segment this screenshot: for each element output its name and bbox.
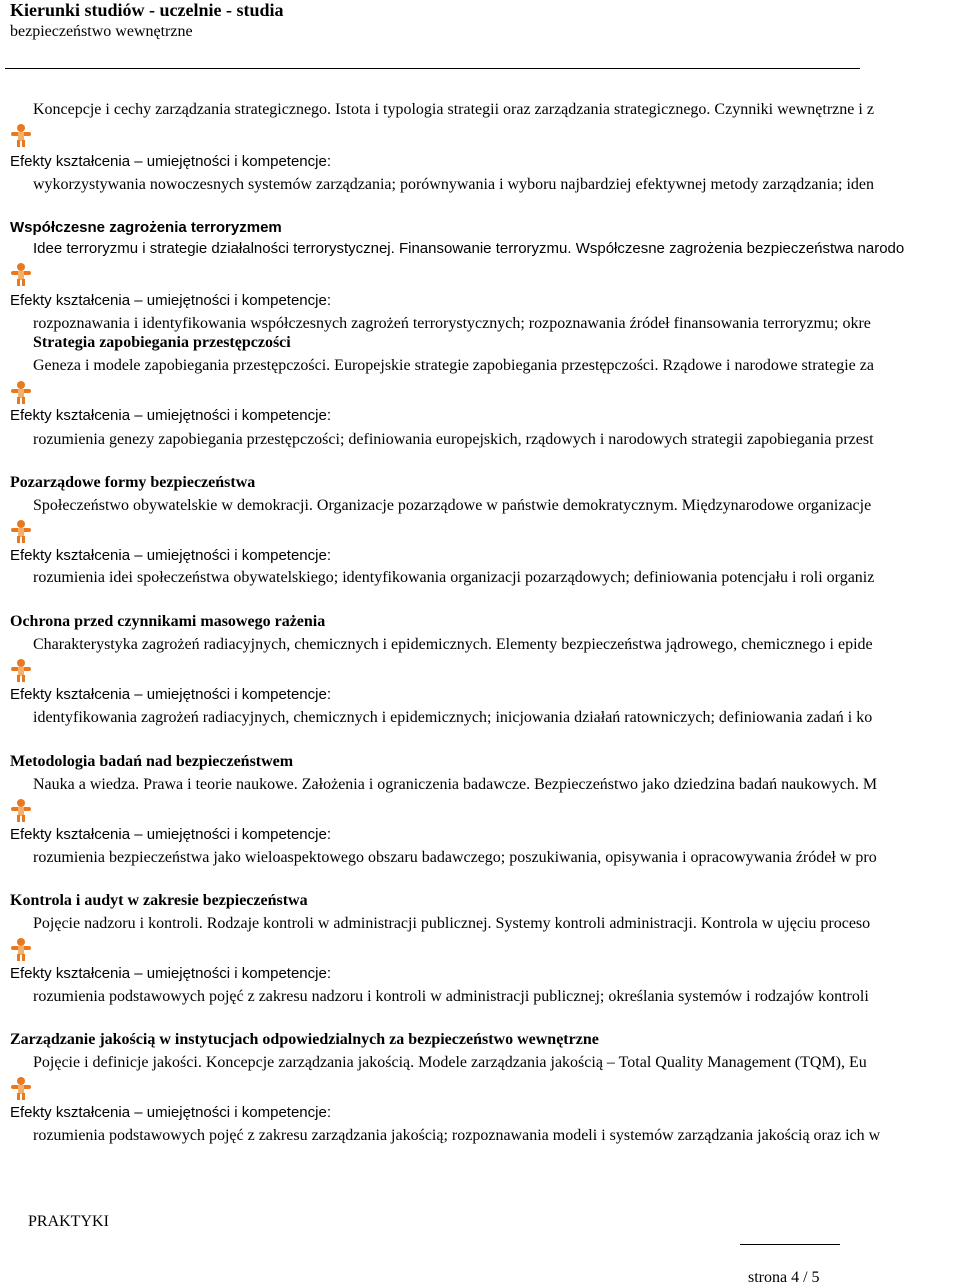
footer-divider — [740, 1244, 840, 1245]
outcomes-text: rozpoznawania i identyfikowania współczesnych zagrożeń terrorystycznych; rozpoznawania źródeł finansowania terroryzmu; okre — [33, 315, 871, 332]
subject-description: Koncepcje i cechy zarządzania strategicznego. Istota i typologia strategii oraz zarządzania strategicznego. Czynniki wewnętrzne i z — [33, 101, 874, 118]
person-figure-icon — [8, 519, 34, 543]
outcomes-text: rozumienia podstawowych pojęć z zakresu zarządzania jakością; rozpoznawania modeli i systemów zarządzania jakością oraz ich w — [33, 1127, 881, 1144]
subject-description: Pojęcie nadzoru i kontroli. Rodzaje kontroli w administracji publicznej. Systemy kontroli administracji. Kontrola w ujęciu proceso — [33, 915, 871, 932]
person-figure-icon — [8, 1076, 34, 1100]
outcomes-text: wykorzystywania nowoczesnych systemów zarządzania; porównywania i wyboru najbardziej efektywnej metody zarządzania; iden — [33, 176, 875, 193]
outcomes-text: identyfikowania zagrożeń radiacyjnych, chemicznych i epidemicznych; inicjowania działań ratowniczych; definiowania zadań i ko — [33, 709, 873, 726]
outcomes-text: rozumienia podstawowych pojęć z zakresu nadzoru i kontroli w administracji publicznej; określania systemów i rodzajów kontroli — [33, 988, 869, 1005]
person-figure-icon — [8, 380, 34, 404]
subject-description: Geneza i modele zapobiegania przestępczości. Europejskie strategie zapobiegania przestępczości. Rządowe i narodowe strategie za — [33, 357, 874, 374]
outcomes-label: Efekty kształcenia – umiejętności i kompetencje: — [10, 407, 331, 424]
person-figure-icon — [8, 798, 34, 822]
subject-title: Pozarządowe formy bezpieczeństwa — [10, 474, 256, 491]
outcomes-text: rozumienia genezy zapobiegania przestępczości; definiowania europejskich, rządowych i narodowych strategii zapobiegania przest — [33, 431, 874, 448]
subject-description: Społeczeństwo obywatelskie w demokracji. Organizacje pozarządowe w państwie demokratycznym. Międzynarodowe organizacje — [33, 497, 872, 514]
subject-title: Strategia zapobiegania przestępczości — [33, 334, 291, 351]
subject-title: Współczesne zagrożenia terroryzmem — [10, 219, 282, 236]
outcomes-label: Efekty kształcenia – umiejętności i kompetencje: — [10, 1104, 331, 1121]
person-figure-icon — [8, 658, 34, 682]
subject-title: Zarządzanie jakością w instytucjach odpowiedzialnych za bezpieczeństwo wewnętrzne — [10, 1031, 599, 1048]
outcomes-label: Efekty kształcenia – umiejętności i kompetencje: — [10, 686, 331, 703]
subject-title: Metodologia badań nad bezpieczeństwem — [10, 753, 294, 770]
outcomes-text: rozumienia bezpieczeństwa jako wieloaspektowego obszaru badawczego; poszukiwania, opisywania i opracowywania źródeł w pro — [33, 849, 877, 866]
subject-description: Pojęcie i definicje jakości. Koncepcje zarządzania jakością. Modele zarządzania jakością – Total Quality Management (TQM), Eu — [33, 1054, 867, 1071]
subject-title: Ochrona przed czynnikami masowego rażenia — [10, 613, 326, 630]
person-figure-icon — [8, 123, 34, 147]
page-number: strona 4 / 5 — [748, 1269, 820, 1286]
subject-description: Charakterystyka zagrożeń radiacyjnych, chemicznych i epidemicznych. Elementy bezpieczeństwa jądrowego, chemicznego i epide — [33, 636, 873, 653]
person-figure-icon — [8, 262, 34, 286]
outcomes-text: rozumienia idei społeczeństwa obywatelskiego; identyfikowania organizacji pozarządowych; definiowania potencjału i roli organiz — [33, 569, 875, 586]
outcomes-label: Efekty kształcenia – umiejętności i kompetencje: — [10, 826, 331, 843]
subject-description: Idee terroryzmu i strategie działalności terrorystycznej. Finansowanie terroryzmu. Współczesne zagrożenia bezpieczeństwa narodo — [33, 240, 905, 257]
section-heading-praktyki: PRAKTYKI — [28, 1213, 109, 1230]
page-subtitle: bezpieczeństwo wewnętrzne — [10, 23, 193, 40]
outcomes-label: Efekty kształcenia – umiejętności i kompetencje: — [10, 547, 331, 564]
person-figure-icon — [8, 937, 34, 961]
page-title: Kierunki studiów - uczelnie - studia — [10, 0, 284, 20]
outcomes-label: Efekty kształcenia – umiejętności i kompetencje: — [10, 153, 331, 170]
subject-description: Nauka a wiedza. Prawa i teorie naukowe. Założenia i ograniczenia badawcze. Bezpieczeństwo jako dziedzina badań naukowych. M — [33, 776, 878, 793]
subject-title: Kontrola i audyt w zakresie bezpieczeństwa — [10, 892, 308, 909]
outcomes-label: Efekty kształcenia – umiejętności i kompetencje: — [10, 965, 331, 982]
outcomes-label: Efekty kształcenia – umiejętności i kompetencje: — [10, 292, 331, 309]
